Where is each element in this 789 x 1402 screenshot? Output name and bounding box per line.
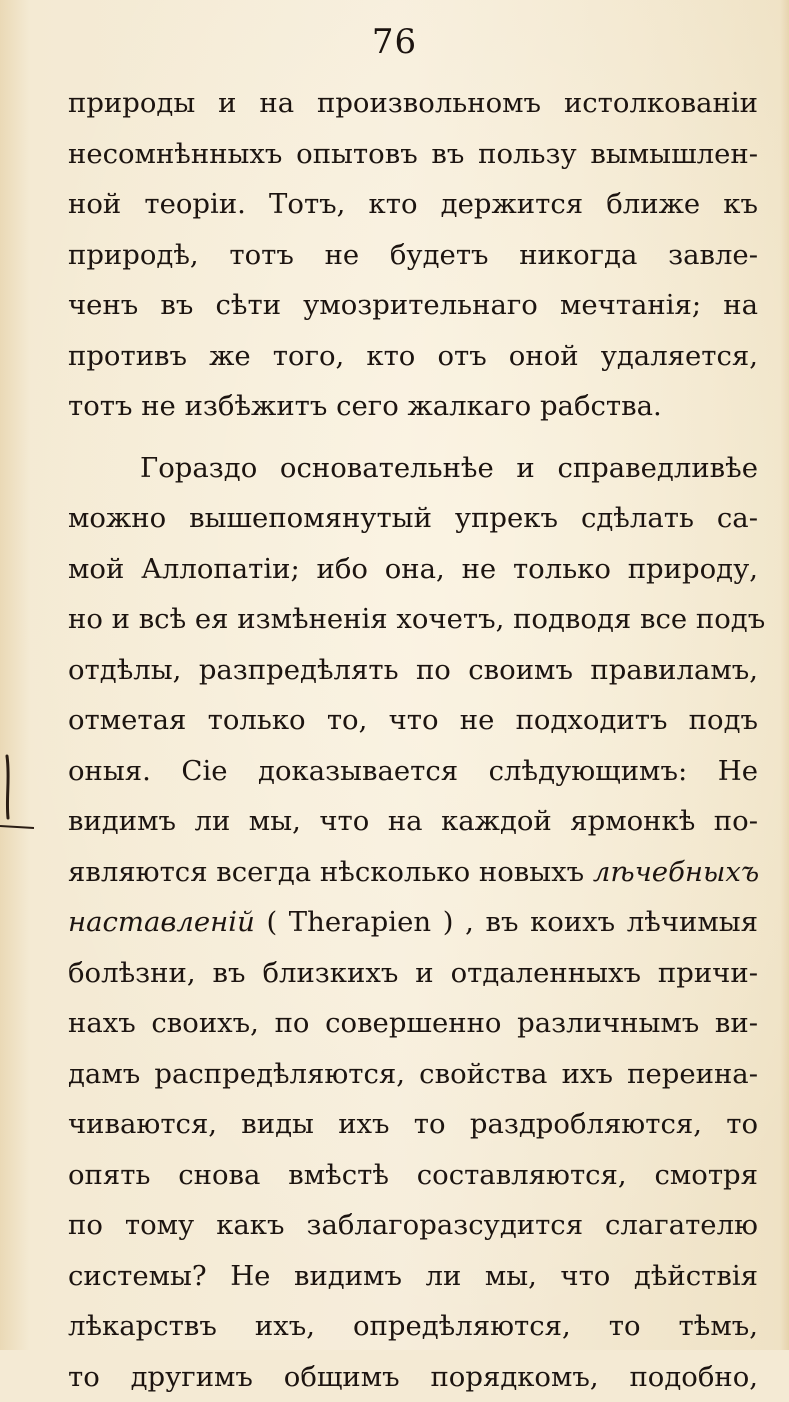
text-line: опять снова вмѣстѣ составляются, смотря xyxy=(68,1150,758,1201)
paragraph-gap xyxy=(68,432,758,443)
text-line: можно вышепомянутый упрекъ сдѣлать са- xyxy=(68,493,758,544)
text-line: отдѣлы, разпредѣлять по своимъ правиламъ, xyxy=(68,645,758,696)
italic-term: лѣчебныхъ xyxy=(593,856,759,888)
text-line: мой Аллопатіи; ибо она, не только природу, xyxy=(68,544,758,595)
text-line: видимъ ли мы, что на каждой ярмонкѣ по- xyxy=(68,796,758,847)
text-line: природѣ, тотъ не будетъ никогда завле- xyxy=(68,230,758,281)
text-line: отметая только то, что не подходитъ подъ xyxy=(68,695,758,746)
margin-pencil-mark xyxy=(0,748,34,848)
text-line: тотъ не избѣжитъ сего жалкаго рабства. xyxy=(68,381,758,432)
text-line: чиваются, виды ихъ то раздробляются, то xyxy=(68,1099,758,1150)
text-line: то другимъ общимъ порядкомъ, подобно, xyxy=(68,1352,758,1402)
text-line: оныя. Сіе доказывается слѣдующимъ: Не xyxy=(68,746,758,797)
text-segment: ( Therapien ) , въ коихъ лѣчимыя xyxy=(255,906,758,938)
text-line: несомнѣнныхъ опытовъ въ пользу вымышлен- xyxy=(68,129,758,180)
text-line: нахъ своихъ, по совершенно различнымъ ви- xyxy=(68,998,758,1049)
text-line: по тому какъ заблагоразсудится слагателю xyxy=(68,1200,758,1251)
text-line: но и всѣ ея измѣненія хочетъ, подводя все подъ xyxy=(68,594,758,645)
text-line xyxy=(68,847,758,898)
text-line: ной теоріи. Тотъ, кто держится ближе къ xyxy=(68,179,758,230)
text-line: дамъ распредѣляются, свойства ихъ переина- xyxy=(68,1049,758,1100)
text-line: ченъ въ сѣти умозрительнаго мечтанія; на xyxy=(68,280,758,331)
page-number: 76 xyxy=(0,22,789,62)
text-line: природы и на произвольномъ истолкованіи xyxy=(68,78,758,129)
text-line: системы? Не видимъ ли мы, что дѣйствія xyxy=(68,1251,758,1302)
text-line: Гораздо основательнѣе и справедливѣе xyxy=(68,443,758,494)
italic-term: наставленій xyxy=(68,906,255,938)
body-text xyxy=(68,78,758,1402)
text-line: лѣкарствъ ихъ, опредѣляются, то тѣмъ, xyxy=(68,1301,758,1352)
text-line: болѣзни, въ близкихъ и отдаленныхъ причи- xyxy=(68,948,758,999)
text-segment: являются всегда нѣсколько новыхъ xyxy=(68,856,593,888)
text-line: противъ же того, кто отъ оной удаляется, xyxy=(68,331,758,382)
text-line xyxy=(68,897,758,948)
